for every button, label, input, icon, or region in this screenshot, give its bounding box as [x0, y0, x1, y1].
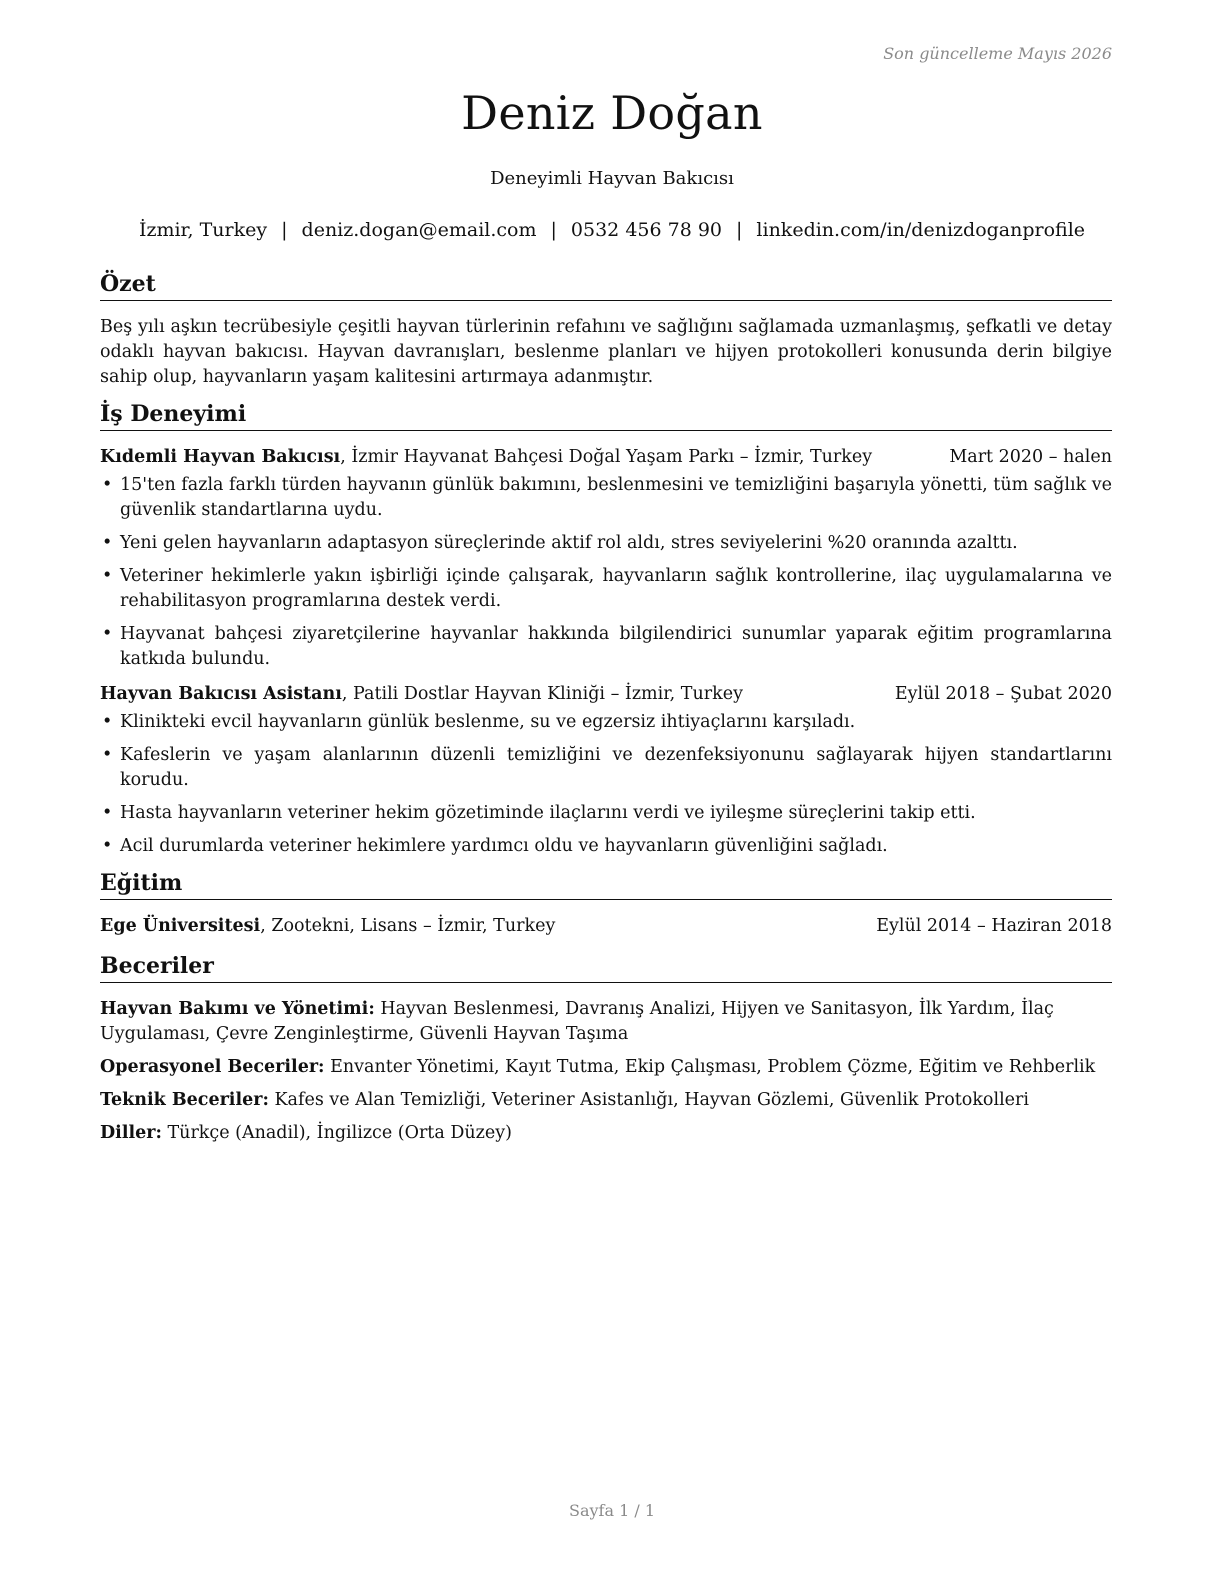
page-number: Sayfa 1 / 1 [568, 1501, 655, 1520]
skill-text: Envanter Yönetimi, Kayıt Tutma, Ekip Çalışması, Problem Çözme, Eğitim ve Rehberlik [324, 1057, 1096, 1077]
resume-name: Deniz Doğan [461, 86, 763, 140]
job-org: , Patili Dostlar Hayvan Kliniği – İzmir, Turkey [341, 684, 743, 704]
education-school-detail [100, 914, 555, 938]
skill-row [100, 1055, 1112, 1080]
contact-email[interactable]: deniz.dogan@email.com [301, 219, 537, 241]
contact-phone[interactable]: 0532 456 78 90 [570, 219, 723, 241]
job-bullet: • Hayvanat bahçesi ziyaretçilerine hayvanlar hakkında bilgilendirici sunumlar yaparak eğitim programlarına katkıda bulundu. [100, 622, 1112, 672]
contact-separator: | [281, 219, 288, 241]
skill-label: Teknik Beceriler: [100, 1090, 269, 1110]
education-school: Ege Üniversitesi [100, 916, 261, 936]
summary-text: Beş yılı aşkın tecrübesiyle çeşitli hayvan türlerinin refahını ve sağlığını sağlamada uzmanlaşmış, şefkatli ve detay odaklı hayvan bakıcısı. Hayvan davranışları, beslenme planları ve hijyen protokolleri konusunda derin bilgiye sahip olup, hayvanların yaşam kalitesini artırmaya adanmıştır. [100, 317, 1112, 387]
section-heading-education: Eğitim [100, 869, 1112, 900]
job-bullet: • Acil durumlarda veteriner hekimlere yardımcı oldu ve hayvanların güvenliğini sağladı. [100, 834, 1112, 859]
job-bullet: • Klinikteki evcil hayvanların günlük beslenme, su ve egzersiz ihtiyaçlarını karşıladı. [100, 710, 1112, 735]
job-bullet: • Yeni gelen hayvanların adaptasyon süreçlerinde aktif rol aldı, stres seviyelerini %20 oranında azalttı. [100, 531, 1112, 556]
job-dates: Mart 2020 – halen [949, 447, 1112, 467]
job-bullet: • Kafeslerin ve yaşam alanlarının düzenli temizliğini ve dezenfeksiyonunu sağlayarak hijyen standartlarını korudu. [100, 743, 1112, 793]
job-bullet: • 15'ten fazla farklı türden hayvanın günlük bakımını, beslenmesini ve temizliğini başarıyla yönetti, tüm sağlık ve güvenlik standartlarına uydu. [100, 473, 1112, 523]
job-role-org [100, 445, 872, 469]
job-header [100, 682, 1112, 706]
skill-text: Türkçe (Anadil), İngilizce (Orta Düzey) [161, 1123, 512, 1143]
job-entry [100, 445, 1112, 672]
education-entry [100, 914, 1112, 938]
contact-line [0, 219, 1224, 241]
skill-text: Kafes ve Alan Temizliği, Veteriner Asistanlığı, Hayvan Gözlemi, Güvenlik Protokolleri [268, 1090, 1029, 1110]
skill-row [100, 997, 1112, 1047]
resume-body [100, 270, 1112, 1154]
contact-separator: | [736, 219, 743, 241]
job-bullets [100, 710, 1112, 859]
job-header [100, 445, 1112, 469]
skill-row [100, 1088, 1112, 1113]
job-bullet: • Hasta hayvanların veteriner hekim gözetiminde ilaçlarını verdi ve iyileşme süreçlerini takip etti. [100, 801, 1112, 826]
section-heading-skills: Beceriler [100, 952, 1112, 983]
contact-linkedin[interactable]: linkedin.com/in/denizdoganprofile [756, 219, 1086, 241]
contact-separator: | [550, 219, 557, 241]
job-dates: Eylül 2018 – Şubat 2020 [894, 684, 1112, 704]
contact-location: İzmir, Turkey [138, 219, 268, 241]
job-entry [100, 682, 1112, 859]
skill-label: Operasyonel Beceriler: [100, 1057, 325, 1077]
job-bullet: • Veteriner hekimlerle yakın işbirliği içinde çalışarak, hayvanların sağlık kontrollerine, ilaç uygulamalarına ve rehabilitasyon programlarına destek verdi. [100, 564, 1112, 614]
resume-title: Deneyimli Hayvan Bakıcısı [490, 168, 734, 189]
skill-row [100, 1121, 1112, 1146]
section-heading-summary: Özet [100, 270, 1112, 301]
job-role: Kıdemli Hayvan Bakıcısı [100, 447, 341, 467]
skill-label: Diller: [100, 1123, 162, 1143]
education-detail: , Zootekni, Lisans – İzmir, Turkey [260, 916, 556, 936]
education-dates: Eylül 2014 – Haziran 2018 [876, 916, 1112, 936]
skill-text: Hayvan Beslenmesi, Davranış Analizi, Hijyen ve Sanitasyon, İlk Yardım, İlaç Uygulaması, Çevre Zenginleştirme, Güvenli Hayvan Taşıma [100, 999, 1054, 1044]
skill-label: Hayvan Bakımı ve Yönetimi: [100, 999, 375, 1019]
job-org: , İzmir Hayvanat Bahçesi Doğal Yaşam Parkı – İzmir, Turkey [340, 447, 873, 467]
job-role: Hayvan Bakıcısı Asistanı [100, 684, 342, 704]
last-updated-note: Son güncelleme Mayıs 2026 [883, 44, 1112, 63]
job-role-org [100, 682, 743, 706]
section-heading-experience: İş Deneyimi [100, 400, 1112, 431]
job-bullets [100, 473, 1112, 672]
